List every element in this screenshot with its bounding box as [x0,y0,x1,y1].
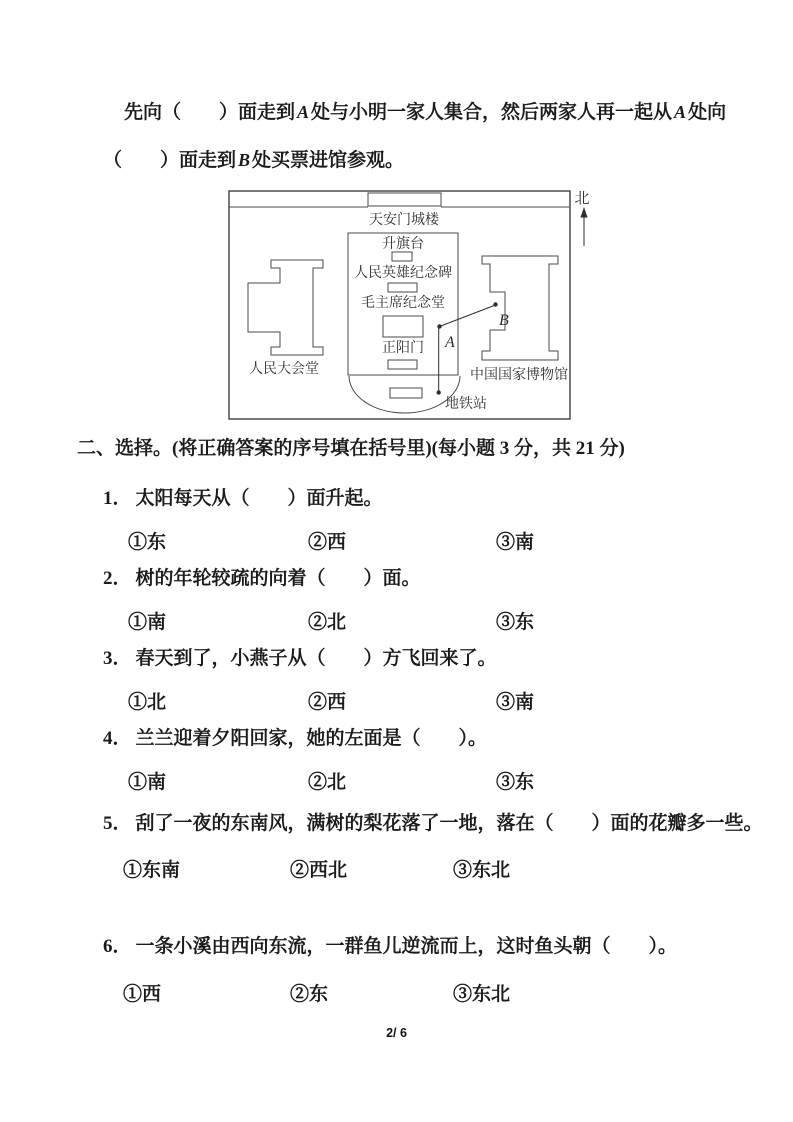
intro-line1-text-a: 先向（ ）面走到 [124,102,296,123]
flag-platform-rect [392,252,412,261]
zhengyangmen-label: 正阳门 [382,341,424,356]
q6-option-1: ①西 [123,984,162,1005]
question-2-text: 树的年轮较疏的向着（ ）面。 [135,568,421,589]
map-svg [218,180,620,430]
question-6 [103,935,677,959]
question-3 [103,647,497,671]
question-6-number: 6． [103,936,132,957]
intro-line-2 [103,149,404,173]
q4-option-1: ①南 [128,772,167,793]
mao-memorial-label: 毛主席纪念堂 [361,296,445,311]
subway-station-label: 地铁站 [445,397,487,412]
question-3-text: 春天到了，小燕子从（ ）方飞回来了。 [135,648,497,669]
intro-line2-text-a: （ ）面走到 [103,150,237,171]
question-2-options [0,607,793,631]
q3-option-1: ①北 [128,692,167,713]
subway-rect [390,388,422,398]
question-2 [103,567,421,591]
museum-outline [482,256,558,360]
question-5 [103,812,763,836]
question-5-text: 刮了一夜的东南风，满树的梨花落了一地，落在（ ）面的花瓣多一些。 [135,813,763,834]
question-4-text: 兰兰迎着夕阳回家，她的左面是（ ）。 [135,728,488,749]
point-a-dot [437,324,441,328]
question-6-options [0,979,793,1003]
q3-option-3: ③南 [496,692,535,713]
q1-option-3: ③南 [496,532,535,553]
great-hall-outline [248,260,323,355]
q5-option-3: ③东北 [453,860,511,881]
question-4-options [0,767,793,791]
heroes-monument-rect [388,283,417,292]
question-2-number: 2． [103,568,132,589]
intro-line2-text-b: 处买票进馆参观。 [252,150,405,171]
q1-option-2: ②西 [308,532,347,553]
question-4 [103,727,487,751]
north-label: 北 [574,191,590,207]
intro-line-1 [124,101,726,125]
q4-option-3: ③东 [496,772,535,793]
mao-memorial-rect [383,316,423,337]
flag-platform-label: 升旗台 [382,237,424,252]
q6-option-2: ②东 [290,984,329,1005]
question-5-options [0,855,793,879]
point-a-label: A [445,334,455,351]
point-b-ref: B [238,150,251,170]
question-1-options [0,527,793,551]
question-5-number: 5． [103,813,132,834]
intro-line1-text-b: 处与小明一家人集合，然后两家人再一起从 [311,102,673,123]
intro-line1-text-c: 处向 [688,102,727,123]
section2-heading: 二、选择。(将正确答案的序号填在括号里)(每小题 3 分，共 21 分) [77,438,625,459]
q6-option-3: ③东北 [453,984,511,1005]
question-3-number: 3． [103,648,132,669]
point-b-label: B [499,312,509,329]
north-arrow-head [580,207,587,218]
museum-label: 中国国家博物馆 [470,368,568,383]
question-1-text: 太阳每天从（ ）面升起。 [135,488,383,509]
page-number: 2/ 6 [386,1026,407,1040]
point-a-ref: A [297,102,310,122]
question-4-number: 4． [103,728,132,749]
q4-option-2: ②北 [308,772,347,793]
question-6-text: 一条小溪由西向东流，一群鱼儿逆流而上，这时鱼头朝（ ）。 [135,936,678,957]
q2-option-2: ②北 [308,612,347,633]
q5-option-1: ①东南 [123,860,181,881]
subway-arc [349,376,460,413]
tiananmen-gate-rect [368,193,441,206]
point-b-dot [493,302,497,306]
point-a-ref-2: A [674,102,687,122]
q1-option-1: ①东 [128,532,167,553]
q3-option-2: ②西 [308,692,347,713]
great-hall-label: 人民大会堂 [249,362,319,377]
question-1-number: 1． [103,488,132,509]
q5-option-2: ②西北 [290,860,348,881]
question-1 [103,487,383,511]
heroes-monument-label: 人民英雄纪念碑 [354,266,452,281]
tiananmen-gate-label: 天安门城楼 [369,213,439,228]
subway-point-dot [437,390,441,394]
tiananmen-square-map [218,180,620,430]
zhengyangmen-rect [388,360,417,369]
line-a-b [440,305,496,327]
question-3-options [0,687,793,711]
q2-option-1: ①南 [128,612,167,633]
q2-option-3: ③东 [496,612,535,633]
